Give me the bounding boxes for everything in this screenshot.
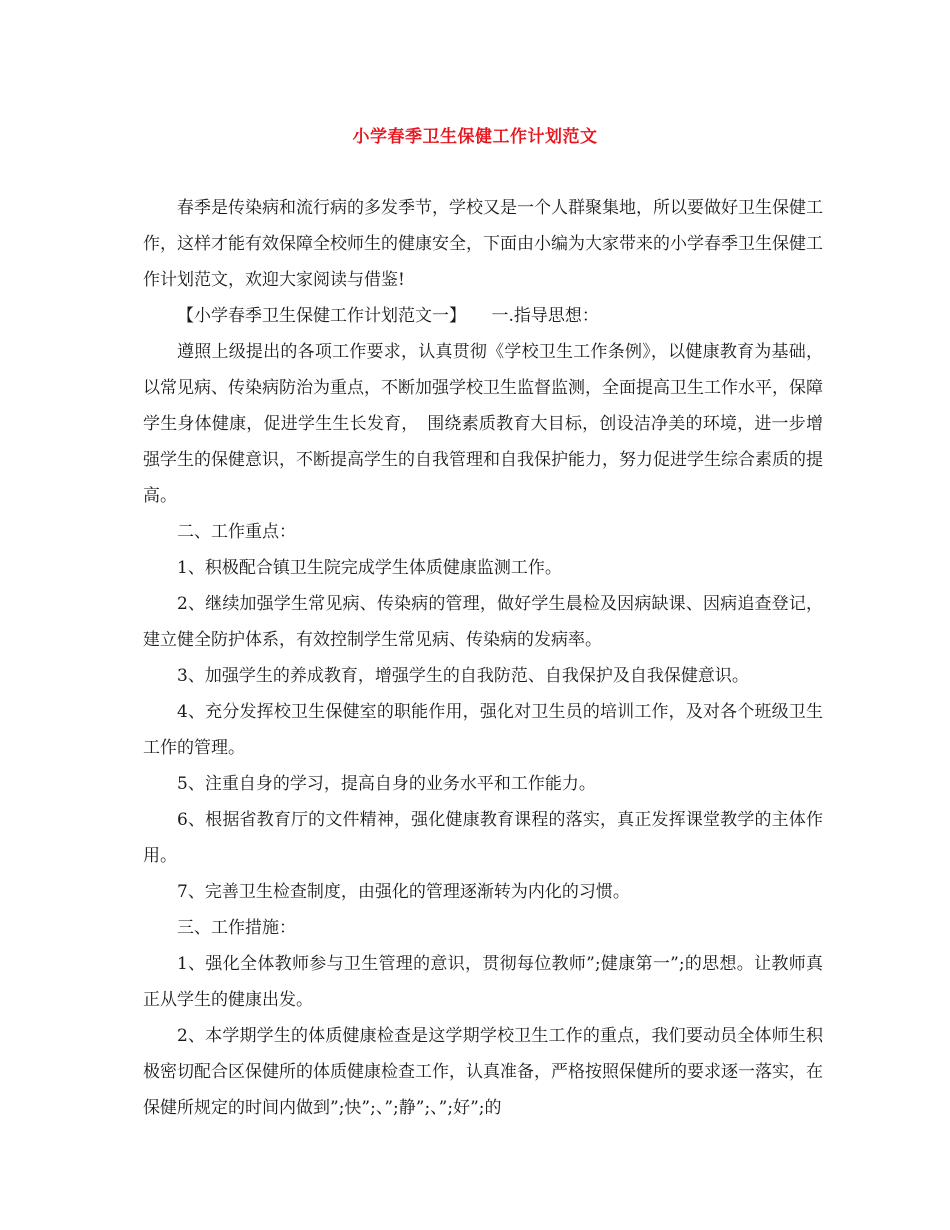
work-measures-item-1: 1、强化全体教师参与卫生管理的意识，贯彻每位教师”;健康第一”;的思想。让教师真正从学生的健康出发。 bbox=[143, 954, 823, 1010]
intro-paragraph: 春季是传染病和流行病的多发季节，学校又是一个人群聚集地，所以要做好卫生保健工作，这样才能有效保障全校师生的健康安全，下面由小编为大家带来的小学春季卫生保健工作计划范文，欢迎大家阅读与借鉴! bbox=[143, 198, 823, 290]
guiding-ideas-paragraph: 遵照上级提出的各项工作要求，认真贯彻《学校卫生工作条例》，以健康教育为基础，以常见病、传染病防治为重点，不断加强学校卫生监督监测，全面提高卫生工作水平，保障学生身体健康，促进学生生长发育， 围绕素质教育大目标，创设洁净美的环境，进一步增强学生的保健意识，不断提高学生的自我管理和自我保护能力，努力促进学生综合素质的提高。 bbox=[143, 342, 823, 506]
work-focus-item-3: 3、加强学生的养成教育，增强学生的自我防范、自我保护及自我保健意识。 bbox=[177, 666, 749, 686]
work-focus-item-7: 7、完善卫生检查制度，由强化的管理逐渐转为内化的习惯。 bbox=[177, 882, 630, 902]
document-body bbox=[143, 190, 823, 1126]
work-focus-item-1: 1、积极配合镇卫生院完成学生体质健康监测工作。 bbox=[177, 558, 562, 578]
work-focus-item-2: 2、继续加强学生常见病、传染病的管理，做好学生晨检及因病缺课、因病追查登记，建立健全防护体系，有效控制学生常见病、传染病的发病率。 bbox=[143, 594, 823, 650]
work-focus-item-6: 6、根据省教育厅的文件精神，强化健康教育课程的落实，真正发挥课堂教学的主体作用。 bbox=[143, 810, 823, 866]
section-heading-work-measures: 三、工作措施： bbox=[177, 918, 296, 938]
work-focus-item-5: 5、注重自身的学习，提高自身的业务水平和工作能力。 bbox=[177, 774, 596, 794]
section-heading-work-focus: 二、工作重点： bbox=[177, 522, 296, 542]
work-focus-item-4: 4、充分发挥校卫生保健室的职能作用，强化对卫生员的培训工作，及对各个班级卫生工作的管理。 bbox=[143, 702, 823, 758]
document-title: 小学春季卫生保健工作计划范文 bbox=[352, 127, 598, 147]
work-measures-item-2: 2、本学期学生的体质健康检查是这学期学校卫生工作的重点，我们要动员全体师生积极密切配合区保健所的体质健康检查工作，认真准备，严格按照保健所的要求逐一落实，在保健所规定的时间内做到”;快”;、”;静”;、”;好”;的 bbox=[143, 1026, 823, 1118]
section-heading-sample-one: 【小学春季卫生保健工作计划范文一】 一.指导思想： bbox=[177, 306, 599, 326]
